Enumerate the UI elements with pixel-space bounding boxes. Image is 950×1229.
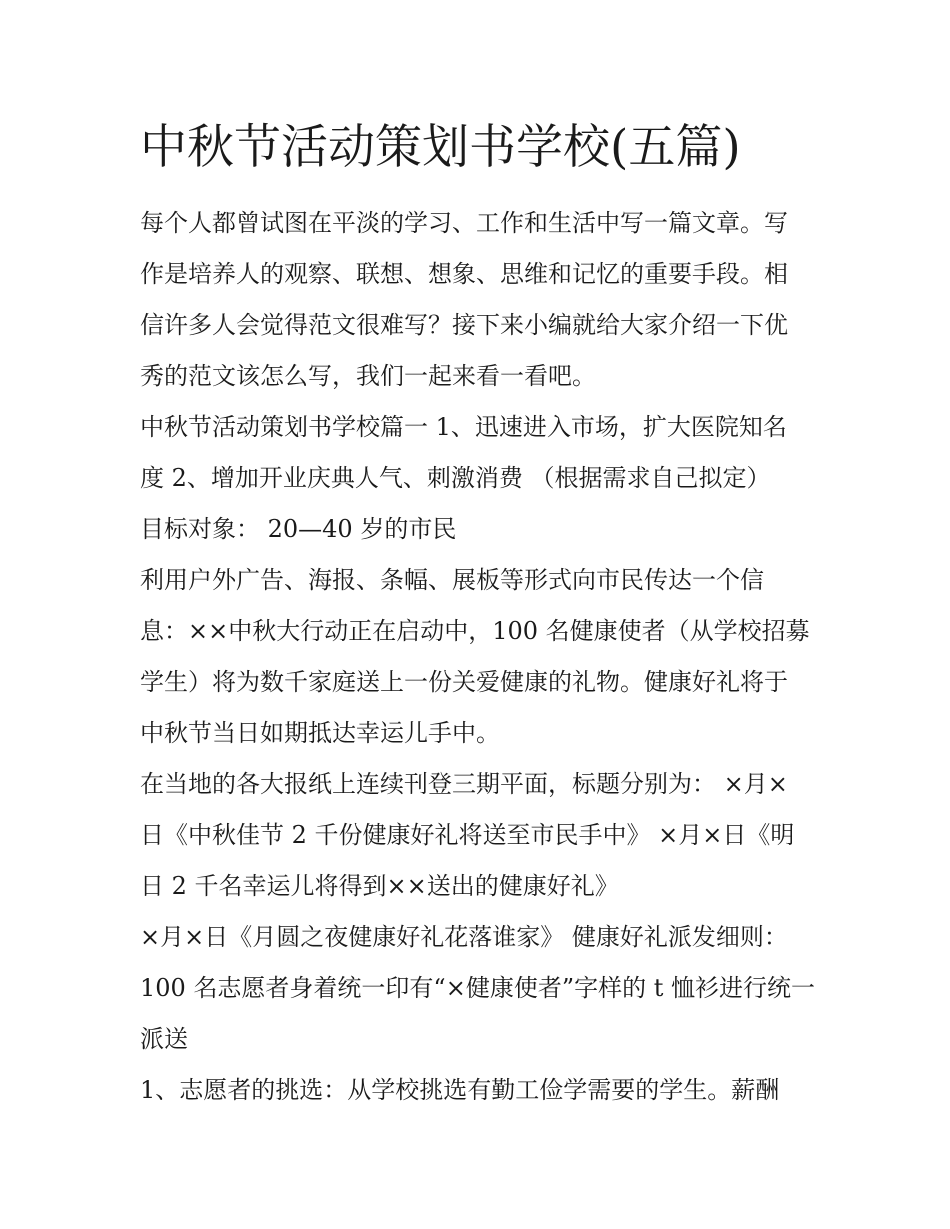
text-line: 信许多人会觉得范文很难写？接下来小编就给大家介绍一下优 [140,311,788,339]
text-line: 日 2 千名幸运儿将得到××送出的健康好礼》 [140,872,619,900]
document-title: 中秋节活动策划书学校(五篇) [140,120,741,175]
document-body [140,198,815,1116]
text-line: 在当地的各大报纸上连续刊登三期平面，标题分别为： ×月× [140,770,788,798]
text-line: 每个人都曾试图在平淡的学习、工作和生活中写一篇文章。写 [140,209,788,237]
text-line: 利用户外广告、海报、条幅、展板等形式向市民传达一个信 [140,566,764,594]
text-line: 秀的范文该怎么写，我们一起来看一看吧。 [140,362,596,390]
text-line: 100 名志愿者身着统一印有“×健康使者”字样的 t 恤衫进行统一 [140,974,815,1002]
text-line: 中秋节当日如期抵达幸运儿手中。 [140,719,500,747]
text-line: 派送 [140,1025,188,1053]
text-line: 目标对象： 20—40 岁的市民 [140,515,457,543]
text-line: 1、志愿者的挑选：从学校挑选有勤工俭学需要的学生。薪酬 [140,1076,780,1104]
text-line: 度 2、增加开业庆典人气、刺激消费 （根据需求自己拟定） [140,464,771,492]
text-line: 中秋节活动策划书学校篇一 1、迅速进入市场，扩大医院知名 [140,413,787,441]
text-line: 日《中秋佳节 2 千份健康好礼将送至市民手中》 ×月×日《明 [140,821,795,849]
text-line: 学生）将为数千家庭送上一份关爱健康的礼物。健康好礼将于 [140,668,788,696]
text-line: 息：××中秋大行动正在启动中，100 名健康使者（从学校招募 [140,617,810,645]
text-line: ×月×日《月圆之夜健康好礼花落谁家》 健康好礼派发细则： [140,923,788,951]
text-line: 作是培养人的观察、联想、想象、思维和记忆的重要手段。相 [140,260,788,288]
